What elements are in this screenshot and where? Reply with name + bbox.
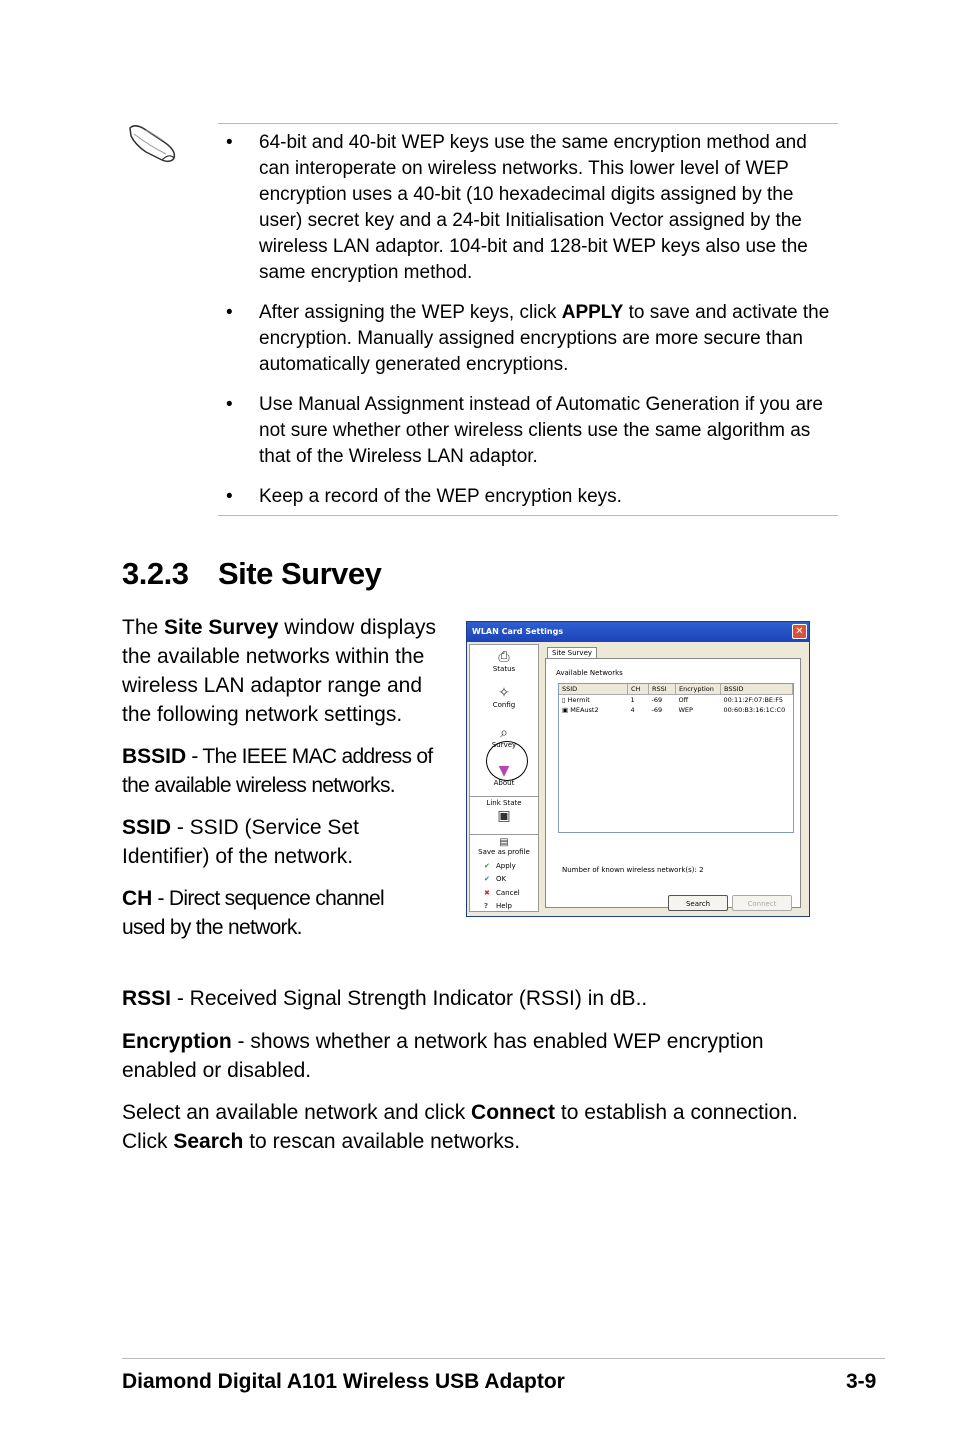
note-item: • Keep a record of the WEP encryption keys. — [226, 484, 840, 510]
about-icon: ▼ — [498, 763, 510, 779]
bullet: • — [226, 302, 233, 323]
cancel-icon: ✖ — [484, 889, 490, 897]
intro-paragraph: The Site Survey window displays the available networks within the wireless LAN adaptor range and the following network settings. — [122, 616, 437, 726]
status-icon: ⎙ — [498, 649, 510, 665]
apply-button[interactable]: ✔ Apply — [484, 862, 516, 870]
definition-bssid: BSSID - The IEEE MAC address of the available wireless networks. — [122, 745, 433, 797]
checkmark-icon: ✔ — [484, 862, 490, 870]
cancel-button[interactable]: ✖ Cancel — [484, 889, 520, 897]
column-bssid[interactable]: BSSID — [721, 684, 793, 695]
network-list[interactable] — [558, 683, 794, 833]
note-item: • Use Manual Assignment instead of Automatic Generation if you are not sure whether other wireless clients use the same algorithm as that of the Wireless LAN adaptor. — [226, 394, 823, 467]
bullet: • — [226, 132, 233, 153]
save-icon: ▤ — [499, 837, 509, 848]
note-bottom-rule — [218, 515, 838, 516]
save-profile-button[interactable]: ▤ Save as profile — [470, 837, 538, 857]
note-top-rule — [218, 123, 838, 124]
link-state-icon: ▣ — [497, 808, 511, 824]
column-ch[interactable]: CH — [628, 684, 649, 695]
tab-site-survey[interactable]: Site Survey — [547, 647, 597, 658]
section-heading — [122, 556, 381, 592]
network-icon: ▯ — [562, 696, 566, 704]
connect-button[interactable]: Connect — [732, 895, 792, 911]
closing-paragraph: Select an available network and click Connect to establish a connection. Click Search to rescan available networks. — [122, 1101, 798, 1153]
sidebar-item-config[interactable]: ✧ Config — [470, 685, 538, 710]
config-icon: ✧ — [498, 685, 510, 701]
network-count: Number of known wireless network(s): 2 — [562, 866, 704, 874]
note-item: • 64-bit and 40-bit WEP keys use the same encryption method and can interoperate on wireless networks. This lower level of WEP encryption uses a 40-bit (10 hexadecimal digits assigned by the user) secret key and a 24-bit Initialisation Vector assigned by the wireless LAN adaptor. 104-bit and 128-bit WEP keys also use the same encryption method. — [226, 132, 808, 283]
sidebar-divider — [470, 834, 538, 835]
footer-title: Diamond Digital A101 Wireless USB Adaptor — [122, 1370, 565, 1393]
footer-rule — [122, 1358, 885, 1359]
sidebar-item-survey[interactable]: ⌕ Survey — [470, 725, 538, 750]
survey-icon: ⌕ — [500, 725, 508, 741]
ok-icon: ✔ — [484, 875, 490, 883]
note-item: • After assigning the WEP keys, click APPLY to save and activate the encryption. Manually assigned encryptions are more secure than automatically generated encryptions. — [226, 302, 830, 375]
section-title: Site Survey — [218, 556, 382, 591]
intro-column — [122, 613, 442, 955]
sidebar-divider — [470, 796, 538, 797]
definition-encryption: Encryption - shows whether a network has enabled WEP encryption enabled or disabled. — [122, 1030, 764, 1082]
column-ssid[interactable]: SSID — [559, 684, 628, 695]
definition-ssid: SSID - SSID (Service Set Identifier) of the network. — [122, 816, 359, 868]
table-row[interactable]: ▯ Hermit 1 -69 Off 00:11:2F:07:BE:F5 — [562, 696, 784, 704]
lock-icon: ▣ — [562, 706, 569, 714]
table-row[interactable]: ▣ MEAust2 4 -69 WEP 00:60:B3:16:1C:C0 — [562, 706, 786, 714]
sidebar-item-link-state[interactable]: Link State ▣ — [470, 799, 538, 824]
ok-button[interactable]: ✔ OK — [484, 875, 507, 883]
bullet: • — [226, 394, 233, 415]
sidebar-item-status[interactable]: ⎙ Status — [470, 649, 538, 674]
column-rssi[interactable]: RSSI — [649, 684, 676, 695]
bullet: • — [226, 486, 233, 507]
search-button[interactable]: Search — [668, 895, 728, 911]
network-table — [559, 684, 793, 715]
sidebar-item-about[interactable]: ▼ About — [470, 763, 538, 788]
wlan-settings-window — [466, 621, 810, 917]
tab-panel — [545, 658, 801, 908]
note-list — [226, 130, 840, 524]
pointing-hand-icon — [126, 118, 180, 166]
definition-ch: CH - Direct sequence channel used by the network. — [122, 887, 384, 939]
close-icon[interactable]: ✕ — [792, 624, 807, 639]
help-icon: ? — [484, 902, 489, 910]
section-number: 3.2.3 — [122, 556, 189, 591]
available-networks-label: Available Networks — [556, 669, 623, 677]
window-sidebar — [469, 644, 539, 912]
window-main-panel — [543, 644, 805, 912]
definition-rssi: RSSI - Received Signal Strength Indicator (RSSI) in dB.. — [122, 987, 648, 1010]
column-encryption[interactable]: Encryption — [676, 684, 721, 695]
window-title-bar — [467, 622, 809, 642]
window-title: WLAN Card Settings — [472, 627, 564, 636]
page-number: 3-9 — [846, 1370, 877, 1393]
help-button[interactable]: ? Help — [484, 902, 512, 910]
